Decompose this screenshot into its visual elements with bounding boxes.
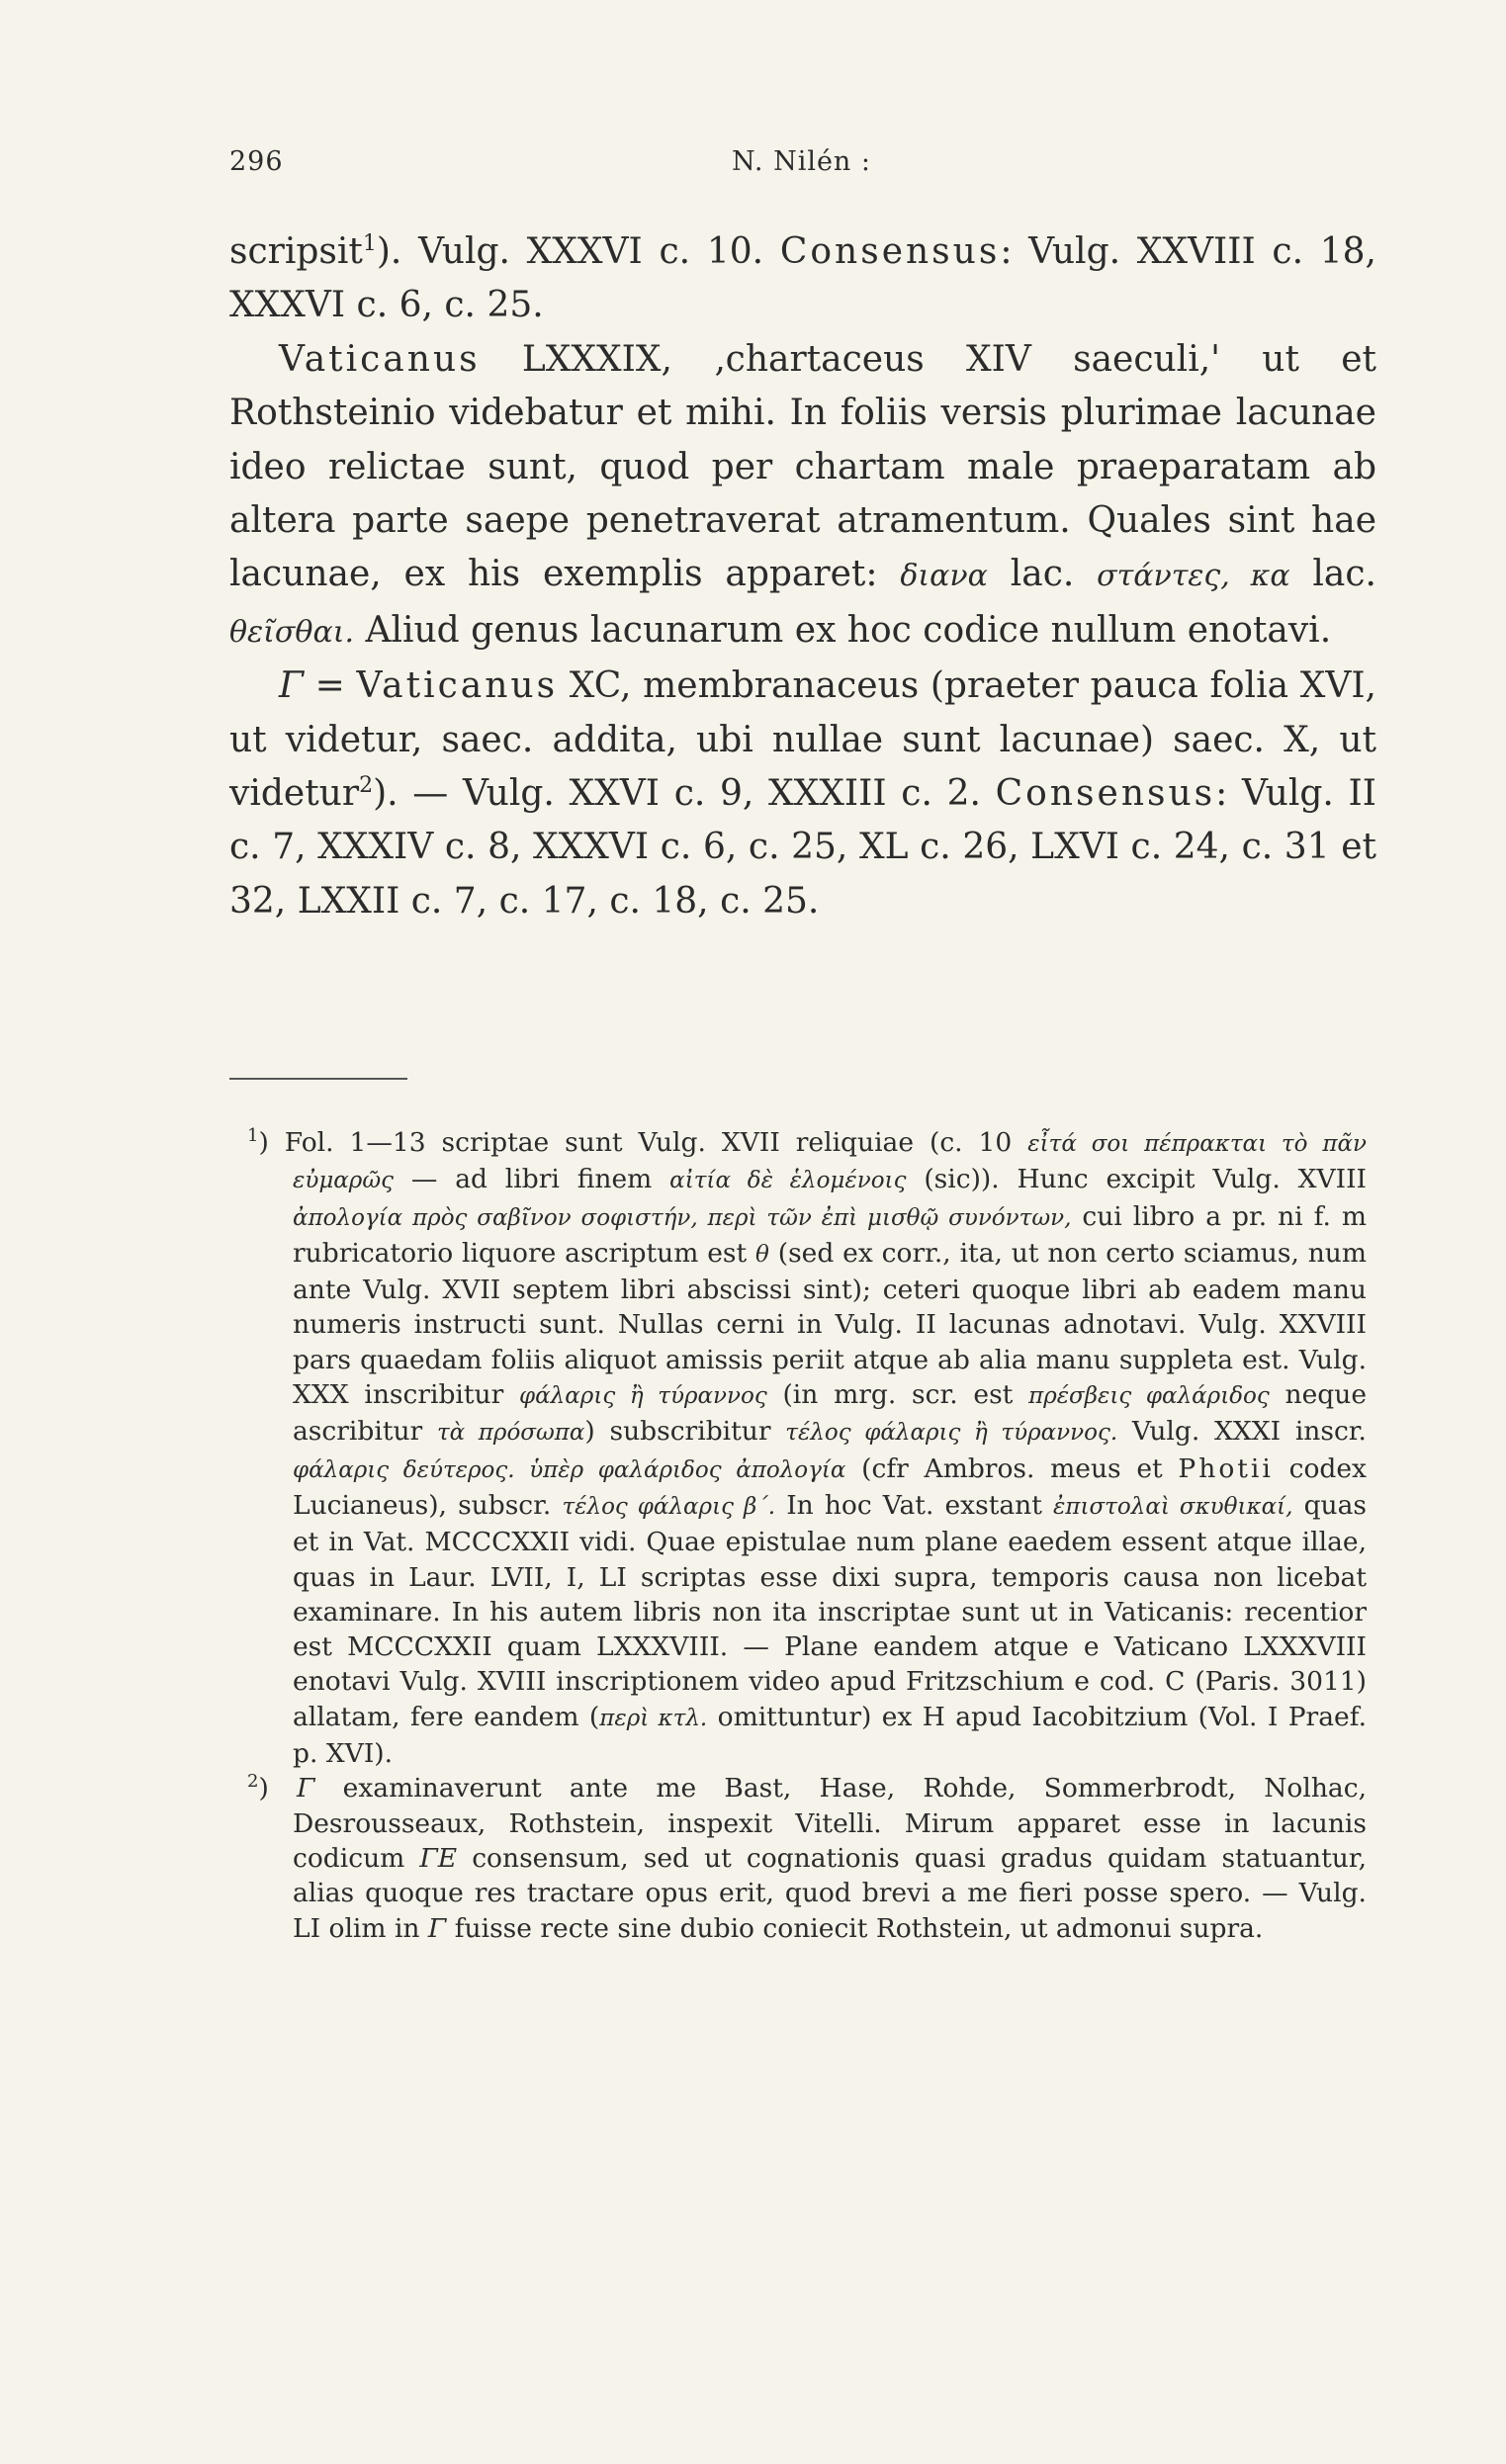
page-header	[229, 146, 1376, 186]
text: scripsit	[229, 231, 363, 272]
text: )	[258, 1773, 298, 1804]
greek-text: περὶ κτλ.	[599, 1705, 708, 1731]
footnote-1	[247, 1125, 1368, 1771]
footnote-2	[247, 1771, 1367, 1945]
page-number: 296	[229, 146, 284, 177]
text: : Vulg. XXVIII c. 18, XXXVI c. 6, c. 25.	[229, 231, 1376, 326]
text: quas et in Vat. MCCCXXII vidi. Quae epistulae num plane eaedem essent atque illae, quas in Laur. LVII, I, LI scriptas esse dixi supra, temporis causa non licebat examinare. In his autem libris non ita inscriptae sunt ut in Vaticanis: recentior est MCCCXXII quam LXXXVIII. — Plane eandem atque e Vaticano LXXXVIII enotavi Vulg. XVIII inscriptionem video apud Fritzschium e cod. C (Paris. 3011) allatam, fere eandem (	[293, 1489, 1367, 1732]
footnote-ref-2: 2	[359, 773, 374, 799]
text: XC, membranaceus (praeter pauca folia XVI, ut videtur, saec. addita, ubi nullae sunt lacunae) saec. X, ut videtur	[229, 665, 1376, 815]
greek-text: φάλαρις ἢ τύραννος	[519, 1383, 767, 1410]
text: omittuntur) ex H apud Iacobitzium (Vol. I Praef. p. XVI).	[293, 1701, 1367, 1770]
paragraph-1	[229, 225, 1376, 333]
text: lac.	[1289, 554, 1376, 595]
text: (sed ex corr., ita, ut non certo sciamus, num ante Vulg. XVII septem libri abscissi sint); ceteri quoque libri ab eadem manu numeris instructi sunt. Nullas cerni in Vulg. II lacunas adnotavi. Vulg. XXVIII pars quaedam foliis aliquot amissis periit atque ab alia manu suppleta est. Vulg. XXX inscribitur	[293, 1237, 1367, 1411]
footnote-mark-2: 2	[247, 1771, 259, 1793]
text: lac.	[987, 554, 1098, 595]
text: (sic)). Hunc excipit Vulg. XVIII	[906, 1164, 1368, 1195]
spaced-term: Vaticanus	[356, 665, 559, 707]
footnote-mark-1: 1	[247, 1125, 259, 1147]
text: LXXXIX, ‚chartaceus XIV saeculi,' ut et Rothsteinio videbatur et mihi. In foliis versis plurimae lacunae ideo relictae sunt, quod per chartam male praeparatam ab altera parte saepe penetraverat atramentum. Quales sint hae lacunae, ex his exemplis apparet:	[229, 338, 1376, 595]
spaced-term: Vaticanus	[279, 338, 481, 380]
text: In hoc Vat. exstant	[775, 1489, 1053, 1521]
footnotes	[247, 1125, 1368, 1946]
greek-text: τὰ πρόσωπα	[436, 1420, 585, 1447]
paragraph-3	[229, 660, 1376, 928]
text: ). — Vulg. XXVI c. 9, XXXIII c. 2.	[373, 773, 996, 815]
text: cui libro a pr. ni f. m rubricatorio liquore ascriptum est	[293, 1200, 1367, 1269]
greek-text: διανα	[900, 559, 988, 594]
greek-text: τέλος φάλαρις β΄.	[562, 1493, 776, 1520]
greek-text: θεῖσθαι.	[229, 614, 355, 650]
siglum: Γ	[297, 1773, 315, 1804]
text: =	[303, 665, 357, 707]
greek-text: αἰτία δὲ ἑλομένοις	[669, 1168, 907, 1194]
greek-text: ἐπιστολαὶ σκυθικαί,	[1053, 1493, 1293, 1520]
text: (in mrg. scr. est	[766, 1379, 1029, 1411]
running-head: N. Nilén :	[732, 146, 872, 177]
footnote-ref-1: 1	[362, 231, 377, 256]
text: ). Vulg. XXXVI c. 10.	[376, 231, 780, 272]
siglum: ΓE	[419, 1842, 458, 1874]
text: codex Lucianeus), subscr.	[293, 1452, 1367, 1521]
text: consensum, sed ut cognationis quasi gradus quidam statuantur, alias quoque res tractare opus erit, quod brevi a me fieri posse spero. — Vulg. LI olim in	[293, 1842, 1367, 1944]
greek-text: φάλαρις δεύτερος. ὑπὲρ φαλάριδος ἀπολογία	[293, 1456, 846, 1483]
footnote-divider	[229, 1078, 407, 1080]
text: neque ascribitur	[293, 1379, 1368, 1448]
siglum: Γ	[279, 665, 304, 707]
siglum: Γ	[427, 1912, 447, 1944]
text: ) Fol. 1—13 scriptae sunt Vulg. XVII reliquiae (c. 10	[258, 1127, 1028, 1158]
greek-text: ἀπολογία πρὸς σαβῖνον σοφιστήν, περὶ τῶν ἐπὶ μισθῷ συνόντων,	[293, 1204, 1072, 1231]
greek-text: στάντες, κα	[1097, 559, 1290, 594]
greek-text: θ	[755, 1241, 769, 1268]
main-text	[229, 225, 1376, 928]
text: : Vulg. II c. 7, XXXIV c. 8, XXXVI c. 6, c. 25, XL c. 26, LXVI c. 24, c. 31 et 32, LXXII c. 7, c. 17, c. 18, c. 25.	[229, 773, 1377, 922]
text: — ad libri finem	[393, 1164, 670, 1195]
greek-text: τέλος φάλαρις ἢ τύραννος.	[785, 1420, 1118, 1447]
paragraph-2	[229, 333, 1376, 660]
spaced-term: Consensus	[995, 773, 1216, 815]
spaced-term: Consensus	[779, 231, 1001, 272]
greek-text: πρέσβεις φαλάριδος	[1028, 1383, 1270, 1410]
text: (cfr Ambros. meus et	[845, 1452, 1179, 1484]
text: ) subscribitur	[584, 1416, 786, 1448]
text: Vulg. XXXI inscr.	[1117, 1416, 1367, 1448]
spaced-term: Photii	[1178, 1452, 1274, 1484]
greek-text: εἶτά σοι πέπρακται τὸ πᾶν εὐμαρῶς	[293, 1131, 1367, 1194]
text: examinaverunt ante me Bast, Hase, Rohde, Sommerbrodt, Nolhac, Desrousseaux, Rothstein, inspexit Vitelli. Mirum apparet esse in lacunis codicum	[293, 1773, 1367, 1874]
text: fuisse recte sine dubio coniecit Rothstein, ut admonui supra.	[446, 1912, 1264, 1944]
text: Aliud genus lacunarum ex hoc codice nullum enotavi.	[354, 609, 1332, 651]
